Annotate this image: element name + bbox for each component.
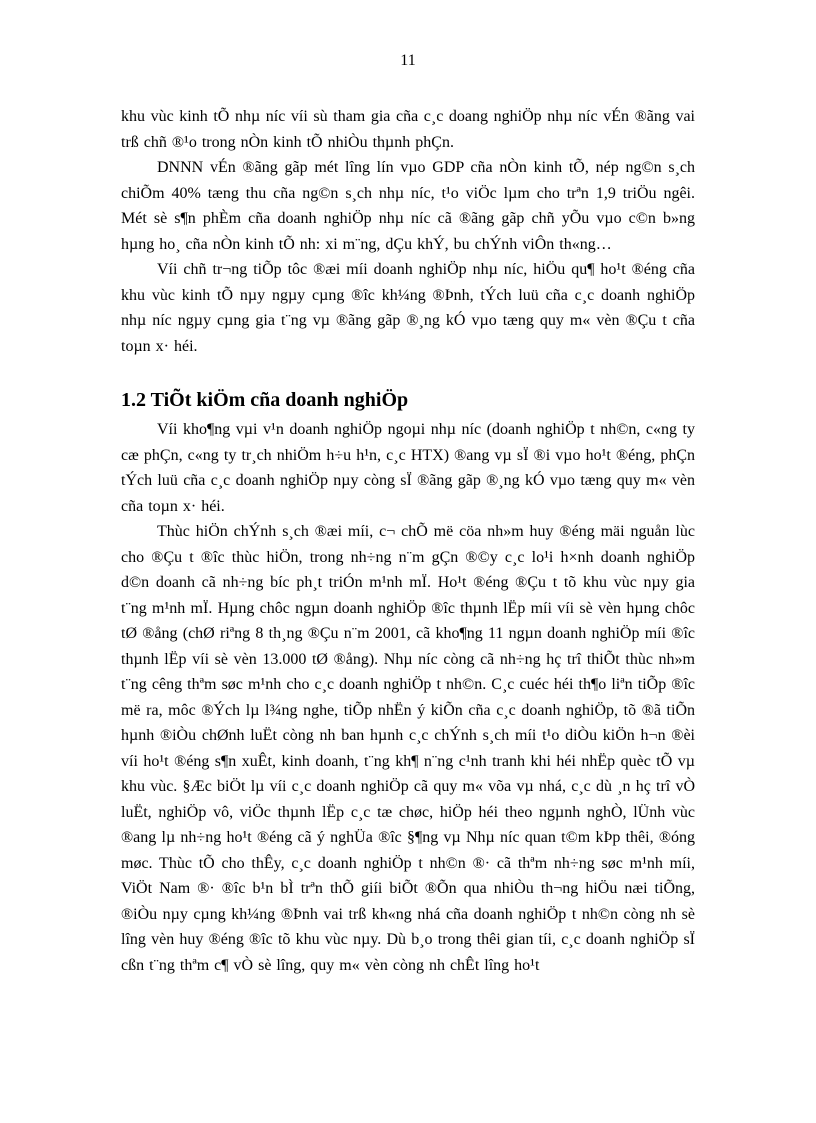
section-heading: 1.2 TiÕt kiÖm cña doanh nghiÖp <box>121 389 409 411</box>
paragraph: Víi chñ tr¬ng tiÕp tôc ®æi míi doanh nghiÖp nhµ níc, hiÖu qu¶ ho¹t ®éng cña khu vùc kinh tÕ nµy ngµy cµng ®îc kh¼ng ®Þnh, tÝch luü cña c¸c doanh nghiÖp nhµ níc ngµy cµng gia t¨ng vµ ®ãng gãp ®¸ng kÓ vµo tæng quy m« vèn ®Çu t cña toµn x· héi. <box>121 261 695 355</box>
page-number: 11 <box>400 52 416 69</box>
paragraph: DNNN vÉn ®ãng gãp mét lîng lín vµo GDP cña nÒn kinh tÕ, nép ng©n s¸ch chiÕm 40% tæng thu cña ng©n s¸ch nhµ níc, t¹o viÖc lµm cho trªn 1,9 triÖu ngêi. Mét sè s¶n phÈm cña doanh nghiÖp nhµ níc cã ®ãng gãp chñ yÕu vµo c©n b»ng hµng ho¸ cña nÒn kinh tÕ nh: xi m¨ng, dÇu khÝ, bu chÝnh viÔn th«ng… <box>121 159 695 253</box>
paragraph: Thùc hiÖn chÝnh s¸ch ®æi míi, c¬ chÕ më cöa nh»m huy ®éng mäi nguån lùc cho ®Çu t ®îc thùc hiÖn, trong nh÷ng n¨m gÇn ®©y c¸c lo¹i h×nh doanh nghiÖp d©n doanh cã nh÷ng bíc ph¸t triÓn m¹nh mÏ. Ho¹t ®éng ®Çu t tõ khu vùc nµy gia t¨ng m¹nh mÏ. Hµng chôc ngµn doanh nghiÖp ®îc thµnh lËp míi víi sè vèn hµng chôc tØ ®ång (chØ riªng 8 th¸ng ®Çu n¨m 2001, cã kho¶ng 11 ngµn doanh nghiÖp míi ®îc thµnh lËp víi sè vèn 13.000 tØ ®ång). Nhµ níc còng cã nh÷ng hç trî thiÕt thùc nh»m t¨ng cêng thªm søc m¹nh cho c¸c doanh nghiÖp t nh©n. C¸c cuéc héi th¶o liªn tiÕp ®îc më ra, môc ®Ých lµ l¾ng nghe, tiÕp nhËn ý kiÕn cña c¸c doanh nghiÖp, tõ ®ã tiÕn hµnh ®iÒu chØnh luËt còng nh ban hµnh c¸c chÝnh s¸ch míi t¹o diÒu kiÖn h¬n ®èi víi ho¹t ®éng s¶n xuÊt, kinh doanh, t¨ng kh¶ n¨ng c¹nh tranh khi héi nhËp quèc tÕ vµ khu vùc. §Æc biÖt lµ víi c¸c doanh nghiÖp cã quy m« võa vµ nhá, c¸c dù ¸n hç trî vÒ luËt, nghiÖp vô, viÖc thµnh lËp c¸c tæ chøc, hiÖp héi theo ngµnh nghÒ, lÜnh vùc ®ang lµ nh÷ng ho¹t ®éng cã ý nghÜa ®îc §¶ng vµ Nhµ níc quan t©m kÞp thêi, ®óng møc. Thùc tÕ cho thÊy, c¸c doanh nghiÖp t nh©n ®· cã thªm nh÷ng søc m¹nh míi, ViÖt Nam ®· ®îc b¹n bÌ trªn thÕ giíi biÕt ®Õn qua nhiÒu th¬ng hiÖu næi tiÕng, ®iÒu nµy cµng kh¼ng ®Þnh vai trß kh«ng nhá cña doanh nghiÖp t nh©n còng nh sè lîng vèn huy ®éng ®îc tõ khu vùc nµy. Dù b¸o trong thêi gian tíi, c¸c doanh nghiÖp sÏ cßn t¨ng thªm c¶ vÒ sè lîng, quy m« vèn còng nh chÊt lîng ho¹t <box>121 523 695 974</box>
paragraph: Víi kho¶ng vµi v¹n doanh nghiÖp ngoµi nhµ níc (doanh nghiÖp t nh©n, c«ng ty cæ phÇn, c«ng ty tr¸ch nhiÖm h÷u h¹n, c¸c HTX) ®ang vµ sÏ ®i vµo ho¹t ®éng, phÇn tÝch luü cña c¸c doanh nghiÖp nµy còng sÏ ®ãng gãp ®¸ng kÓ vµo tæng quy m« vèn cña toµn x· héi. <box>121 421 695 515</box>
document-body <box>121 104 695 978</box>
paragraph: khu vùc kinh tÕ nhµ níc víi sù tham gia cña c¸c doang nghiÖp nhµ níc vÉn ®ãng vai trß chñ ®¹o trong nÒn kinh tÕ nhiÒu thµnh phÇn. <box>121 108 695 151</box>
